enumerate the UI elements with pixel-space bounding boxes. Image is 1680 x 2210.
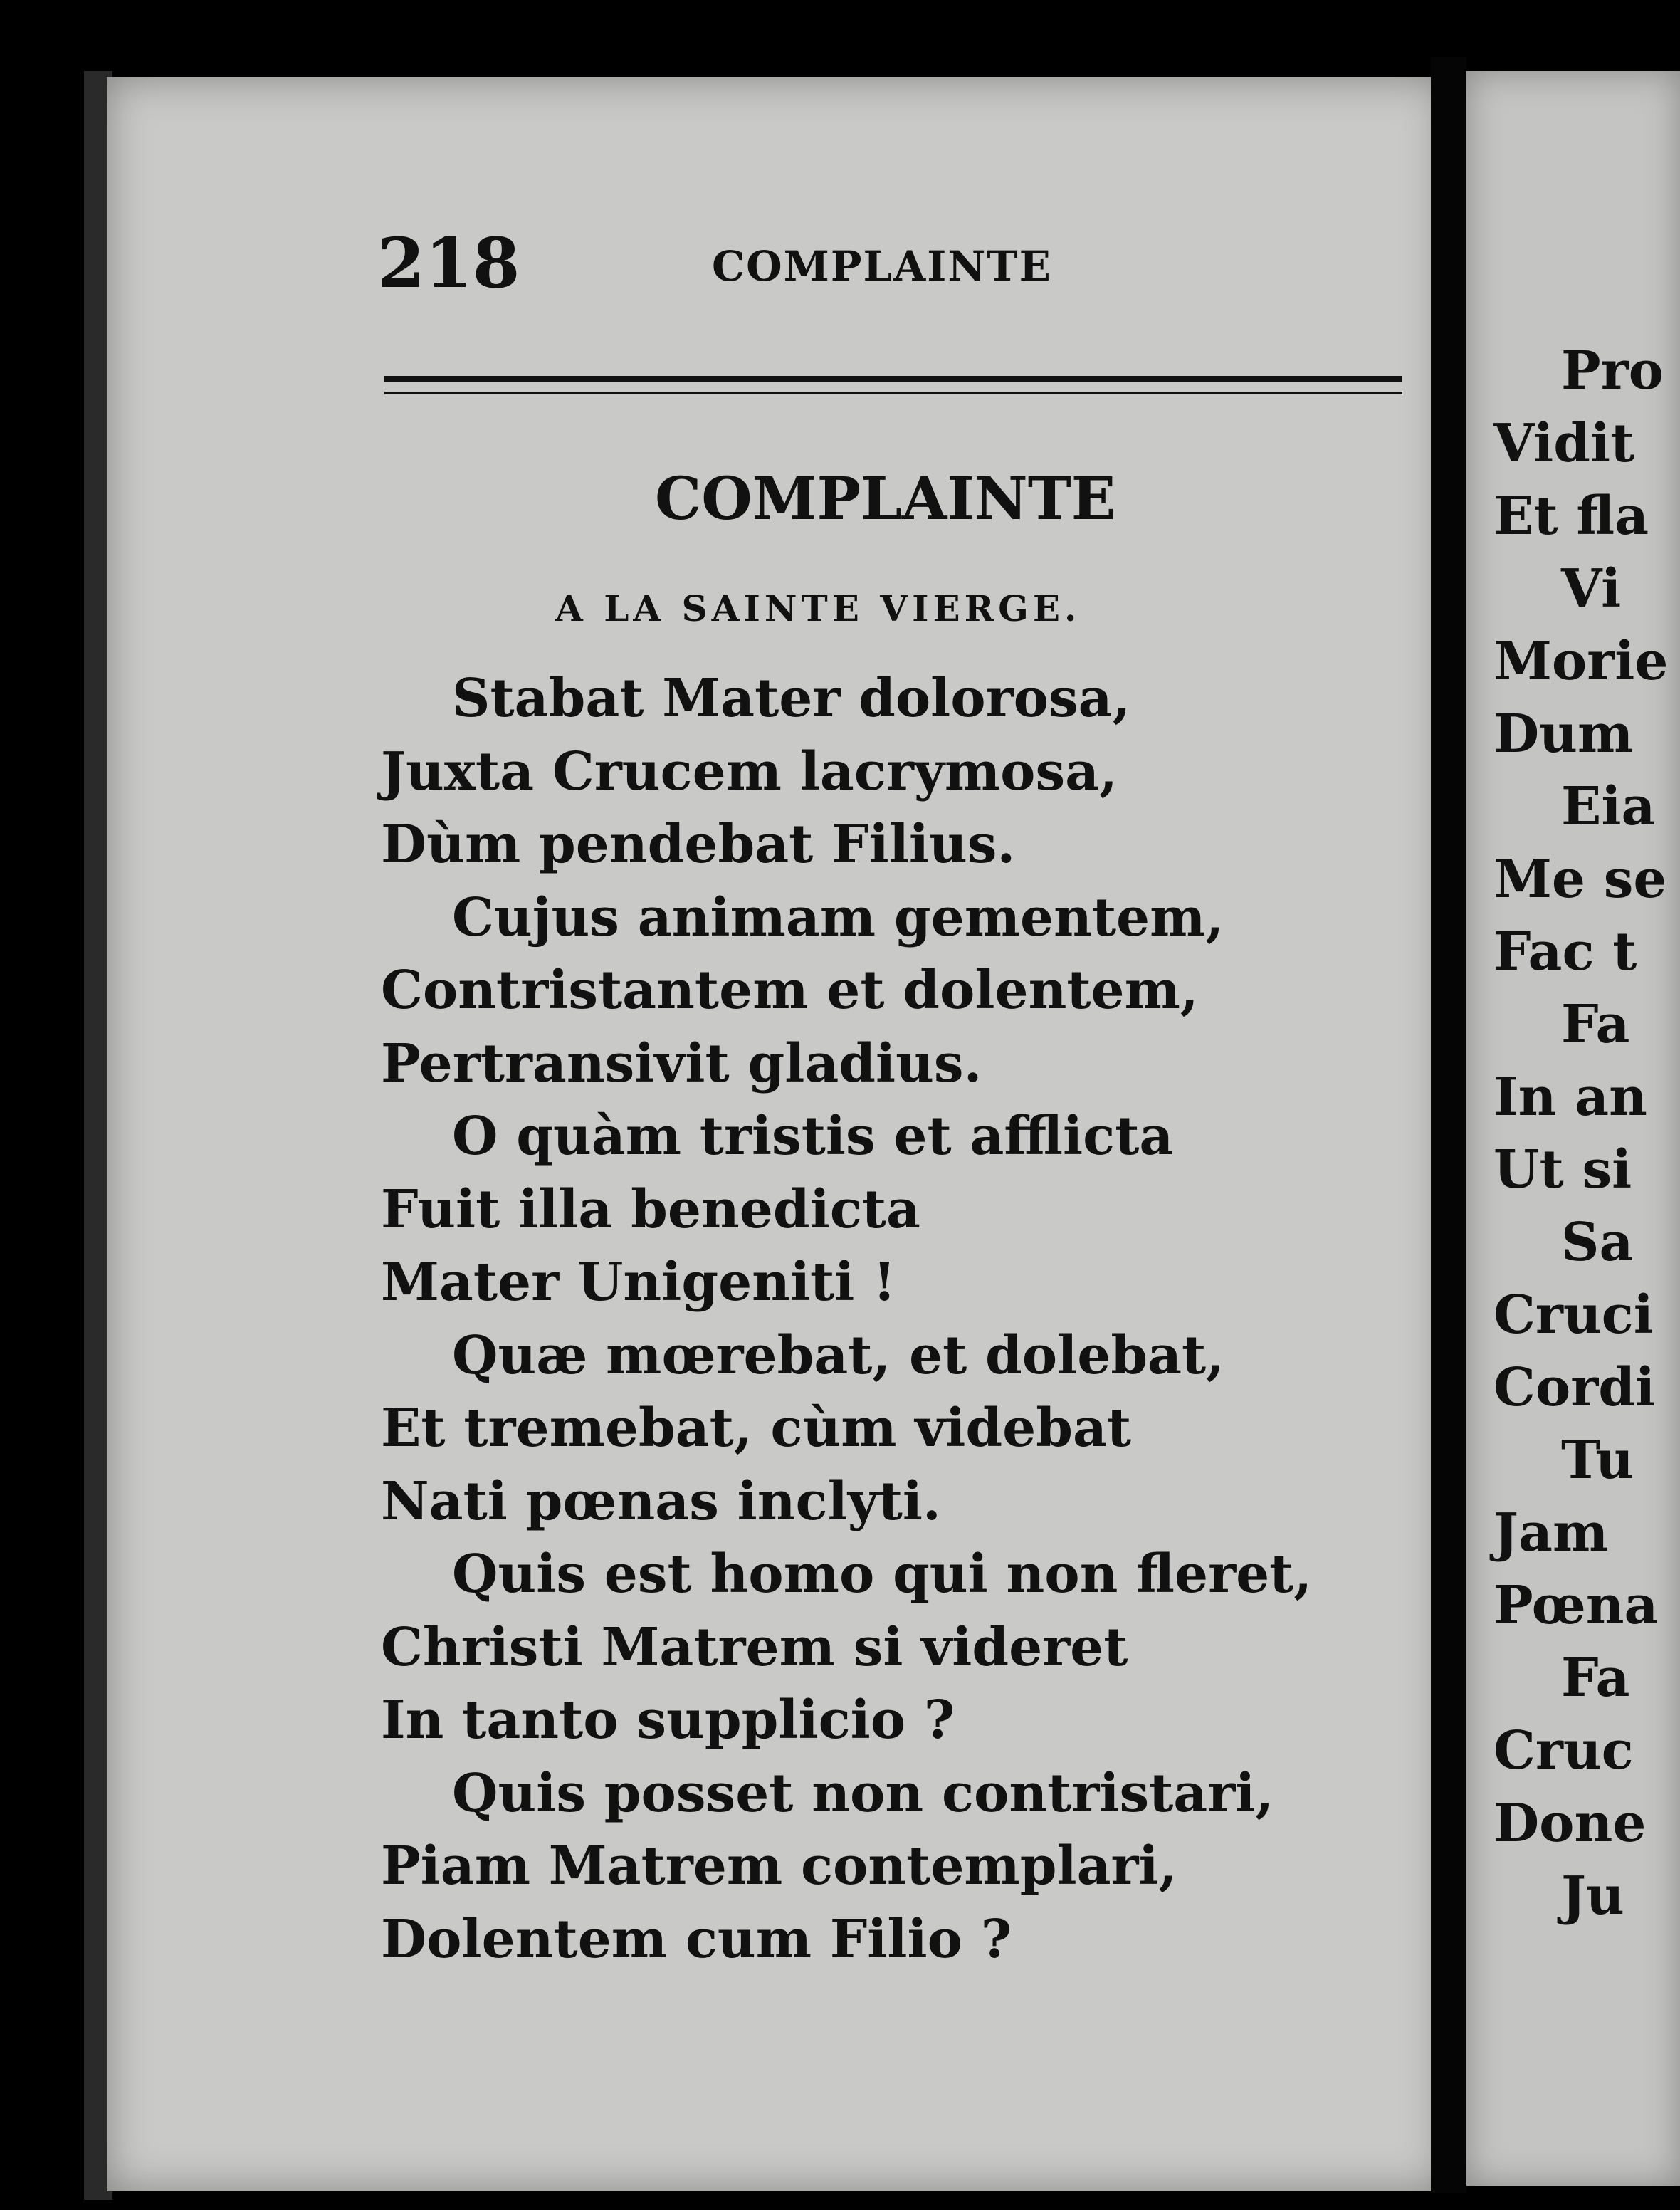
fragment-line: Morie (1493, 631, 1669, 692)
header-rule-thick (384, 376, 1402, 382)
hymn-text (381, 662, 1420, 1976)
verse-line: Juxta Crucem lacrymosa, (381, 740, 1118, 802)
fragment-line: Me se (1493, 849, 1667, 910)
fragment-line: Ut si (1493, 1139, 1632, 1200)
verse-line: Quæ mœrebat, et dolebat, (452, 1324, 1224, 1386)
verse-line: Nati pœnas inclyti. (381, 1470, 941, 1532)
header-rule-thin (384, 392, 1402, 394)
fragment-line: Tu (1561, 1430, 1634, 1491)
verse-line: O quàm tristis et afflicta (452, 1106, 1174, 1167)
verse-line: Quis posset non contristari, (452, 1762, 1274, 1824)
fragment-line: Vidit (1493, 413, 1635, 474)
verse-line: Dùm pendebat Filius. (381, 814, 1016, 875)
verse-line: Mater Unigeniti ! (381, 1252, 896, 1313)
hymn-title: COMPLAINTE (655, 465, 1116, 533)
verse-line: Fuit illa benedicta (381, 1178, 920, 1240)
fragment-line: Cruci (1493, 1284, 1654, 1346)
right-page-text-fragments (1493, 335, 1669, 1932)
fragment-line: In an (1493, 1067, 1647, 1128)
fragment-line: Cruc (1493, 1720, 1634, 1781)
fragment-line: Fa (1561, 994, 1630, 1055)
verse-line: In tanto supplicio ? (381, 1690, 955, 1751)
page-number: 218 (377, 223, 520, 303)
verse-line: Christi Matrem si videret (381, 1616, 1128, 1678)
running-head: COMPLAINTE (712, 242, 1052, 290)
fragment-line: Vi (1561, 558, 1622, 619)
fragment-line: Fa (1561, 1648, 1630, 1709)
fragment-line: Cordi (1493, 1357, 1656, 1418)
hymn-subtitle: A LA SAINTE VIERGE. (555, 587, 1081, 629)
fragment-line: Eia (1561, 776, 1656, 837)
fragment-line: Done (1493, 1793, 1647, 1854)
verse-line: Pertransivit gladius. (381, 1032, 982, 1094)
verse-line: Cujus animam gementem, (452, 886, 1224, 948)
verse-line: Stabat Mater dolorosa, (452, 668, 1131, 729)
verse-line: Et tremebat, cùm videbat (381, 1398, 1132, 1459)
fragment-line: Pro (1561, 340, 1664, 402)
verse-line: Contristantem et dolentem, (381, 960, 1199, 1021)
fragment-line: Et fla (1493, 486, 1649, 547)
fragment-line: Jam (1493, 1502, 1609, 1564)
fragment-line: Ju (1561, 1865, 1624, 1927)
book-gutter (1431, 57, 1466, 2193)
fragment-line: Dum (1493, 703, 1634, 765)
fragment-line: Pœna (1493, 1575, 1659, 1636)
fragment-line: Fac t (1493, 921, 1637, 983)
verse-line: Piam Matrem contemplari, (381, 1835, 1177, 1897)
verse-line: Dolentem cum Filio ? (381, 1908, 1012, 1970)
fragment-line: Sa (1561, 1212, 1634, 1273)
verse-line: Quis est homo qui non fleret, (452, 1544, 1313, 1605)
